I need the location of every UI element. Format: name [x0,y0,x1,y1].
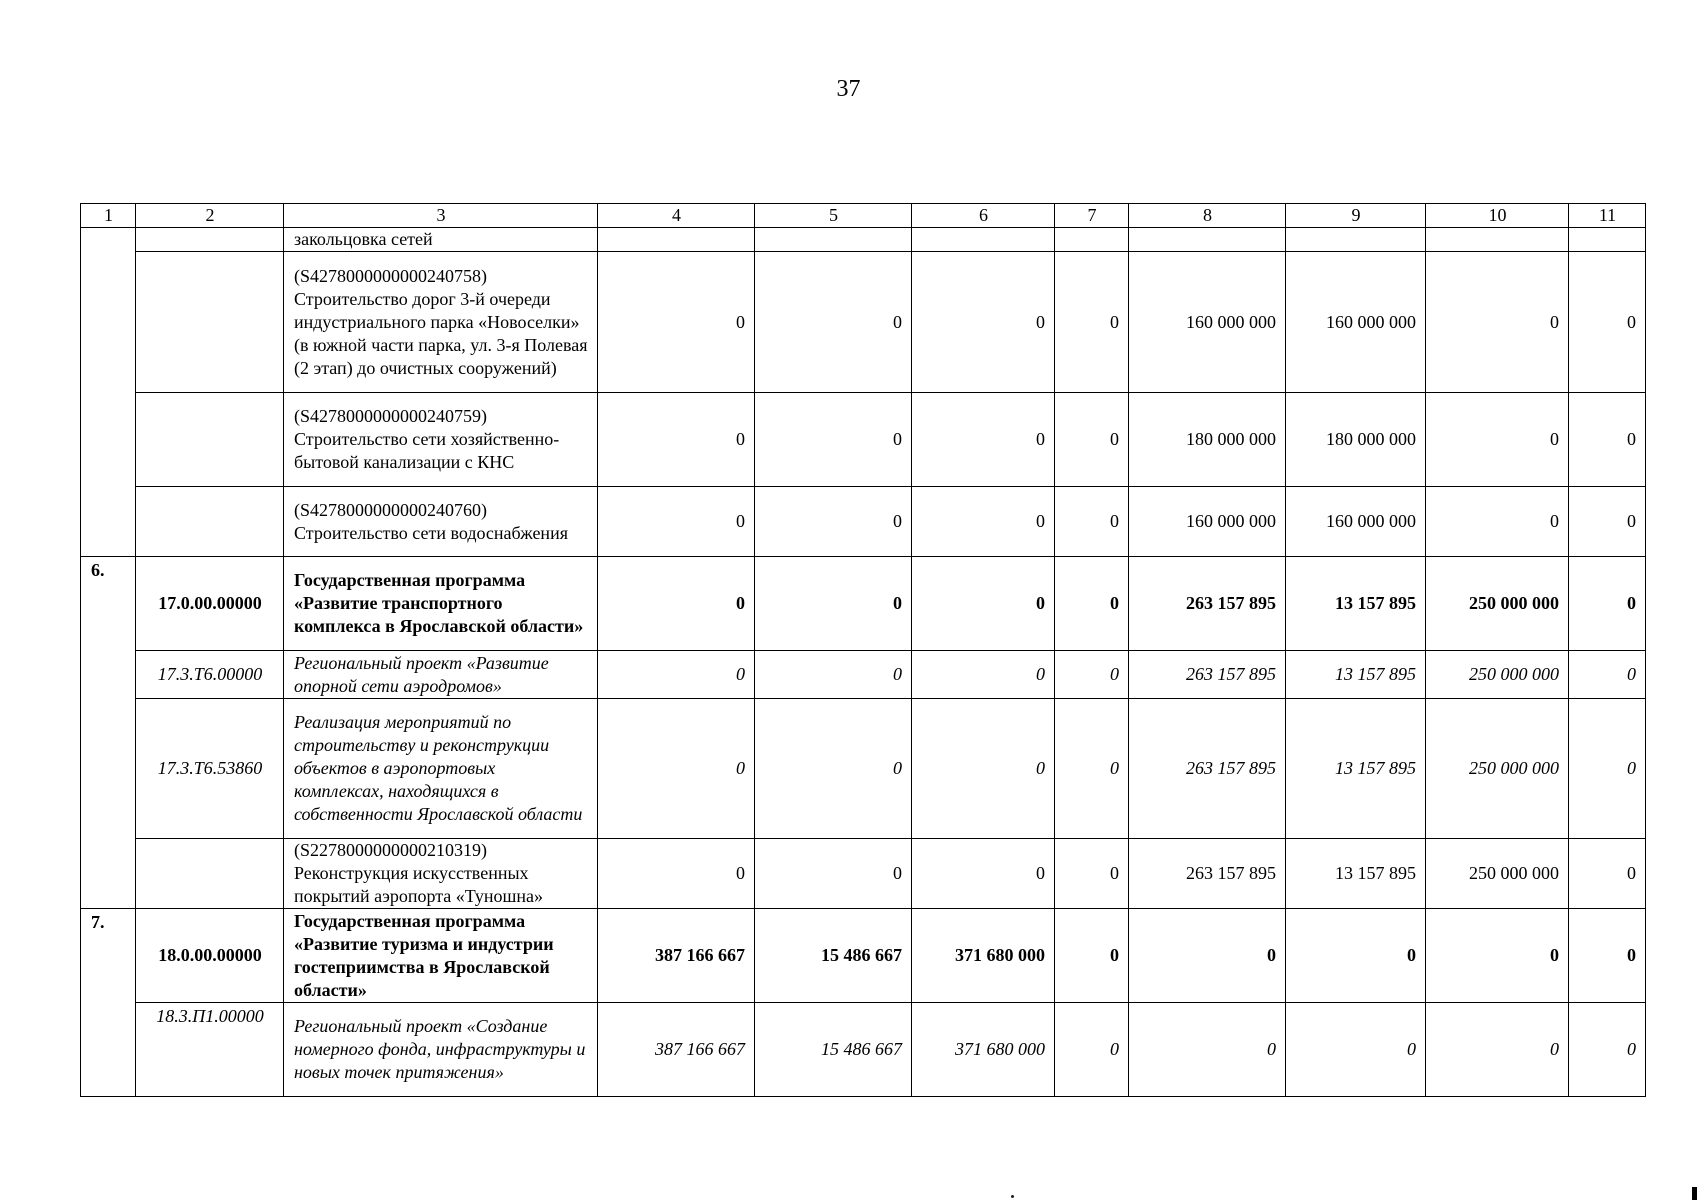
value-cell: 0 [1055,839,1129,909]
code-cell: 18.0.00.00000 [136,909,284,1003]
value-cell: 0 [598,557,755,651]
table-row [81,252,1646,393]
value-cell: 160 000 000 [1286,252,1426,393]
value-cell: 0 [1569,557,1646,651]
column-header: 5 [755,204,912,228]
value-cell: 0 [1569,909,1646,1003]
value-cell: 0 [1286,1003,1426,1097]
row-number-cell: 7. [81,909,136,1097]
value-cell: 0 [598,651,755,699]
code-cell: 17.3.Т6.00000 [136,651,284,699]
value-cell: 263 157 895 [1129,699,1286,839]
description-cell: (S4278000000000240759) Строительство сети хозяйственно-бытовой канализации с КНС [284,393,598,487]
table-row [81,839,1646,909]
value-cell: 0 [755,487,912,557]
value-cell: 160 000 000 [1129,252,1286,393]
column-header: 4 [598,204,755,228]
code-cell [136,252,284,393]
table-row [81,487,1646,557]
column-header: 10 [1426,204,1569,228]
description-cell: Региональный проект «Развитие опорной сети аэродромов» [284,651,598,699]
code-cell: 17.0.00.00000 [136,557,284,651]
column-header: 8 [1129,204,1286,228]
value-cell: 180 000 000 [1286,393,1426,487]
value-cell: 0 [1569,393,1646,487]
description-cell: Государственная программа «Развитие транспортного комплекса в Ярославской области» [284,557,598,651]
value-cell: 160 000 000 [1286,487,1426,557]
value-cell: 0 [1055,699,1129,839]
value-cell: 0 [912,487,1055,557]
value-cell: 13 157 895 [1286,557,1426,651]
value-cell: 0 [1569,699,1646,839]
value-cell: 387 166 667 [598,1003,755,1097]
description-cell: (S2278000000000210319) Реконструкция искусственных покрытий аэропорта «Туношна» [284,839,598,909]
value-cell: 0 [755,839,912,909]
value-cell: 0 [1129,909,1286,1003]
value-cell: 0 [1055,1003,1129,1097]
value-cell: 0 [1055,393,1129,487]
description-cell: (S4278000000000240760) Строительство сети водоснабжения [284,487,598,557]
value-cell: 0 [598,393,755,487]
value-cell: 0 [755,557,912,651]
value-cell: 0 [598,252,755,393]
value-cell: 0 [1569,252,1646,393]
value-cell: 0 [598,839,755,909]
value-cell: 263 157 895 [1129,651,1286,699]
code-cell [136,393,284,487]
value-cell: 0 [1426,1003,1569,1097]
value-cell: 0 [1055,252,1129,393]
value-cell: 0 [1426,909,1569,1003]
code-cell [136,228,284,252]
value-cell: 0 [1055,487,1129,557]
value-cell: 0 [755,651,912,699]
table-row [81,909,1646,1003]
value-cell: 250 000 000 [1426,699,1569,839]
value-cell: 13 157 895 [1286,651,1426,699]
scan-speck [1011,1195,1014,1198]
value-cell: 0 [912,651,1055,699]
value-cell: 0 [1569,487,1646,557]
value-cell: 15 486 667 [755,909,912,1003]
value-cell: 0 [1426,393,1569,487]
column-header: 11 [1569,204,1646,228]
value-cell: 0 [755,252,912,393]
value-cell: 0 [755,699,912,839]
value-cell: 0 [1426,487,1569,557]
value-cell: 0 [912,699,1055,839]
row-number-cell: 6. [81,557,136,909]
page-number: 37 [836,76,861,102]
column-header: 2 [136,204,284,228]
value-cell [1055,228,1129,252]
description-cell: закольцовка сетей [284,228,598,252]
value-cell: 0 [1569,651,1646,699]
value-cell: 250 000 000 [1426,839,1569,909]
value-cell: 250 000 000 [1426,651,1569,699]
value-cell: 13 157 895 [1286,699,1426,839]
value-cell: 15 486 667 [755,1003,912,1097]
column-header: 9 [1286,204,1426,228]
table-row [81,1003,1646,1097]
value-cell: 0 [755,393,912,487]
value-cell: 387 166 667 [598,909,755,1003]
value-cell [1286,228,1426,252]
value-cell: 0 [912,393,1055,487]
table-row [81,699,1646,839]
code-cell [136,487,284,557]
value-cell: 180 000 000 [1129,393,1286,487]
value-cell: 0 [1569,1003,1646,1097]
value-cell: 0 [1055,909,1129,1003]
table-row [81,651,1646,699]
description-cell: (S4278000000000240758) Строительство дорог 3-й очереди индустриального парка «Новоселки» (в южной части парка, ул. 3-я Полевая (2 этап) до очистных сооружений) [284,252,598,393]
value-cell [1569,228,1646,252]
value-cell: 0 [598,699,755,839]
value-cell: 0 [1129,1003,1286,1097]
table-row [81,393,1646,487]
value-cell: 0 [1426,252,1569,393]
table-row [81,557,1646,651]
value-cell: 371 680 000 [912,1003,1055,1097]
budget-table [80,203,1646,1097]
code-cell [136,839,284,909]
value-cell: 263 157 895 [1129,557,1286,651]
row-number-cell [81,228,136,557]
code-cell: 17.3.Т6.53860 [136,699,284,839]
value-cell: 0 [912,557,1055,651]
description-cell: Государственная программа «Развитие туризма и индустрии гостеприимства в Ярославской области» [284,909,598,1003]
value-cell [598,228,755,252]
value-cell: 0 [598,487,755,557]
value-cell: 0 [1286,909,1426,1003]
value-cell: 0 [1055,651,1129,699]
value-cell [1426,228,1569,252]
column-header: 6 [912,204,1055,228]
value-cell: 0 [912,839,1055,909]
table-row [81,228,1646,252]
value-cell: 0 [1055,557,1129,651]
value-cell: 0 [912,252,1055,393]
value-cell: 160 000 000 [1129,487,1286,557]
column-header: 3 [284,204,598,228]
scan-edge-mark [1692,1187,1697,1200]
code-cell: 18.3.П1.00000 [136,1003,284,1097]
description-cell: Региональный проект «Создание номерного фонда, инфраструктуры и новых точек притяжения» [284,1003,598,1097]
value-cell [1129,228,1286,252]
column-header: 7 [1055,204,1129,228]
header-row [81,204,1646,228]
value-cell: 13 157 895 [1286,839,1426,909]
description-cell: Реализация мероприятий по строительству и реконструкции объектов в аэропортовых комплексах, находящихся в собственности Ярославской области [284,699,598,839]
value-cell: 263 157 895 [1129,839,1286,909]
value-cell: 0 [1569,839,1646,909]
value-cell [912,228,1055,252]
value-cell: 371 680 000 [912,909,1055,1003]
value-cell [755,228,912,252]
value-cell: 250 000 000 [1426,557,1569,651]
column-header: 1 [81,204,136,228]
